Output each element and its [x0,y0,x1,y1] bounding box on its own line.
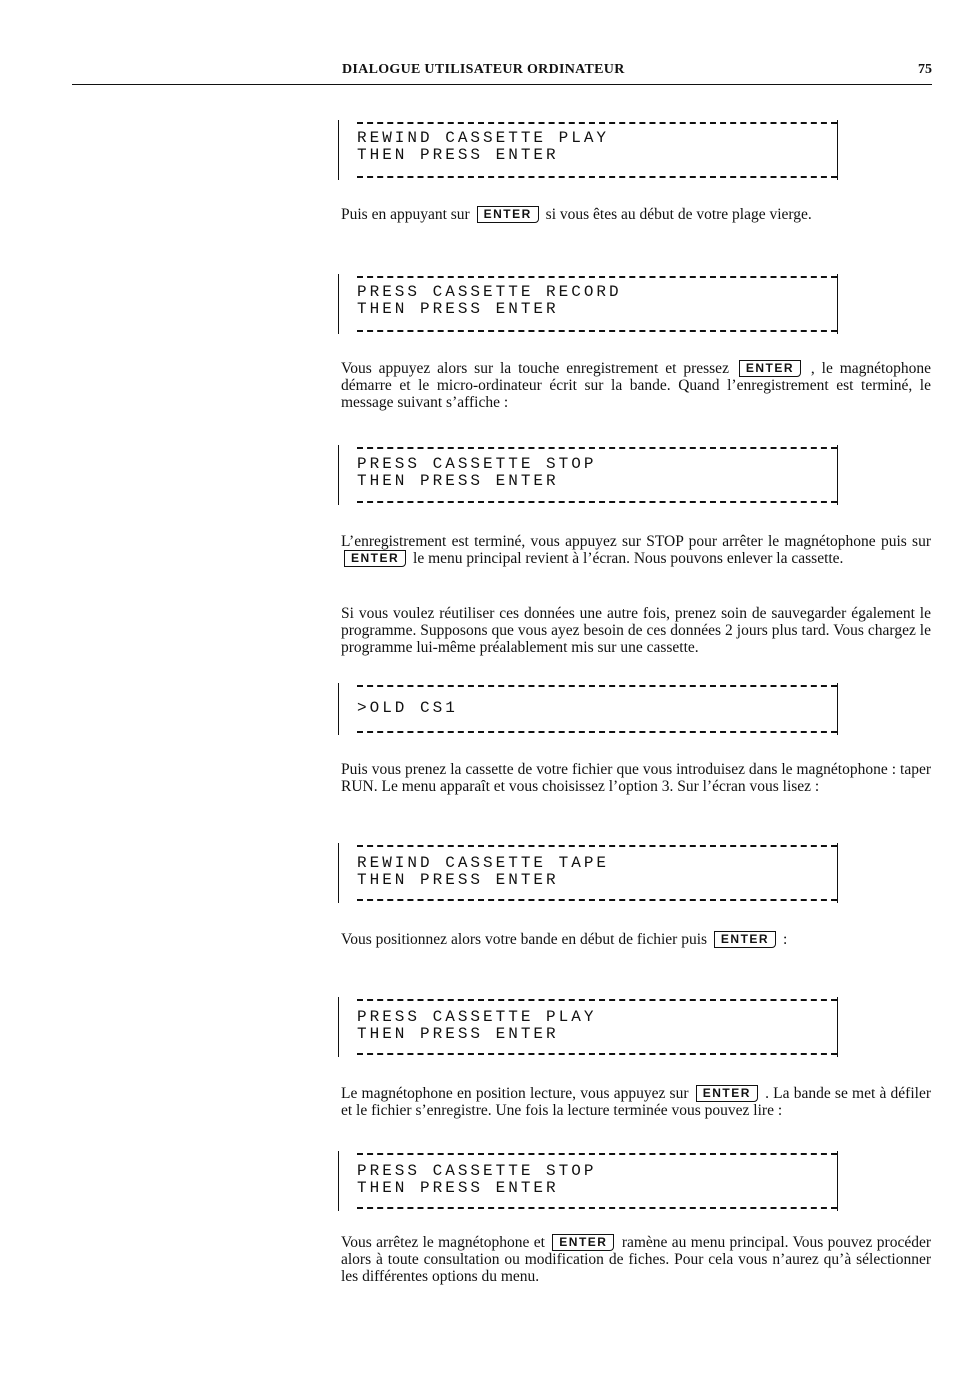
screen-line: PRESS CASSETTE PLAY [357,1008,597,1026]
paragraph [341,1234,931,1285]
screen-message-box [338,683,838,735]
enter-key-icon: ENTER [477,206,539,223]
screen-message-box [338,274,838,334]
screen-line: THEN PRESS ENTER [357,300,559,318]
screen-line: REWIND CASSETTE TAPE [357,854,610,872]
screen-line: THEN PRESS ENTER [357,146,559,164]
paragraph [341,533,931,567]
paragraph-text: Vous positionnez alors votre bande en début de fichier puis [341,931,708,948]
paragraph-text: si vous êtes au début de votre plage vierge. [545,206,812,223]
enter-key-icon: ENTER [552,1234,614,1251]
screen-line: PRESS CASSETTE RECORD [357,283,622,301]
paragraph-text: Vous arrêtez le magnétophone et [341,1234,545,1251]
screen-line: PRESS CASSETTE STOP [357,1162,597,1180]
screen-line: THEN PRESS ENTER [357,871,559,889]
screen-line: >OLD CS1 [357,699,458,717]
paragraph [341,1085,931,1119]
screen-line: THEN PRESS ENTER [357,472,559,490]
screen-message-box [338,120,838,180]
screen-message-box [338,1151,838,1211]
screen-message-box [338,843,838,903]
paragraph-text: : [782,931,788,948]
paragraph: Si vous voulez réutiliser ces données une autre fois, prenez soin de sauvegarder également le programme. Supposons que vous ayez besoin de ces données 2 jours plus tard. Vous chargez le programme lui-même préalablement mis sur une cassette. [341,605,931,656]
running-title: DIALOGUE UTILISATEUR ORDINATEUR [342,62,625,77]
paragraph [341,206,931,223]
page-number: 75 [918,62,932,77]
screen-message-box [338,445,838,505]
paragraph-text: Le magnétophone en position lecture, vous appuyez sur [341,1085,689,1102]
paragraph [341,931,931,948]
enter-key-icon: ENTER [739,360,801,377]
paragraph-text: ramène au menu principal. Vous pouvez procéder alors à toute consultation ou modification de fiches. Pour cela vous n’aurez qu’à sélectionner les différentes options du menu. [341,1234,932,1285]
paragraph [341,360,931,411]
screen-message-box [338,997,838,1057]
enter-key-icon: ENTER [344,550,406,567]
paragraph-text: . La bande se met à défiler et le fichier s’enregistre. Une fois la lecture terminée vous pouvez lire : [341,1085,931,1119]
paragraph-text: le menu principal revient à l’écran. Nous pouvons enlever la cassette. [413,550,844,567]
page-header [72,58,932,85]
screen-line: THEN PRESS ENTER [357,1025,559,1043]
screen-line: THEN PRESS ENTER [357,1179,559,1197]
enter-key-icon: ENTER [714,931,776,948]
paragraph-text: Vous appuyez alors sur la touche enregistrement et pressez [341,360,729,377]
paragraph-text: L’enregistrement est terminé, vous appuyez sur STOP pour arrêter le magnétophone puis sur [341,533,931,550]
paragraph: Puis vous prenez la cassette de votre fichier que vous introduisez dans le magnétophone : taper RUN. Le menu apparaît et vous choisissez l’option 3. Sur l’écran vous lisez : [341,761,931,795]
screen-line: REWIND CASSETTE PLAY [357,129,610,147]
screen-line: PRESS CASSETTE STOP [357,455,597,473]
paragraph-text: , le magnétophone démarre et le micro-ordinateur écrit sur la bande. Quand l’enregistrement est terminé, le message suivant s’affiche : [341,360,931,411]
enter-key-icon: ENTER [696,1085,758,1102]
paragraph-text: Puis en appuyant sur [341,206,470,223]
